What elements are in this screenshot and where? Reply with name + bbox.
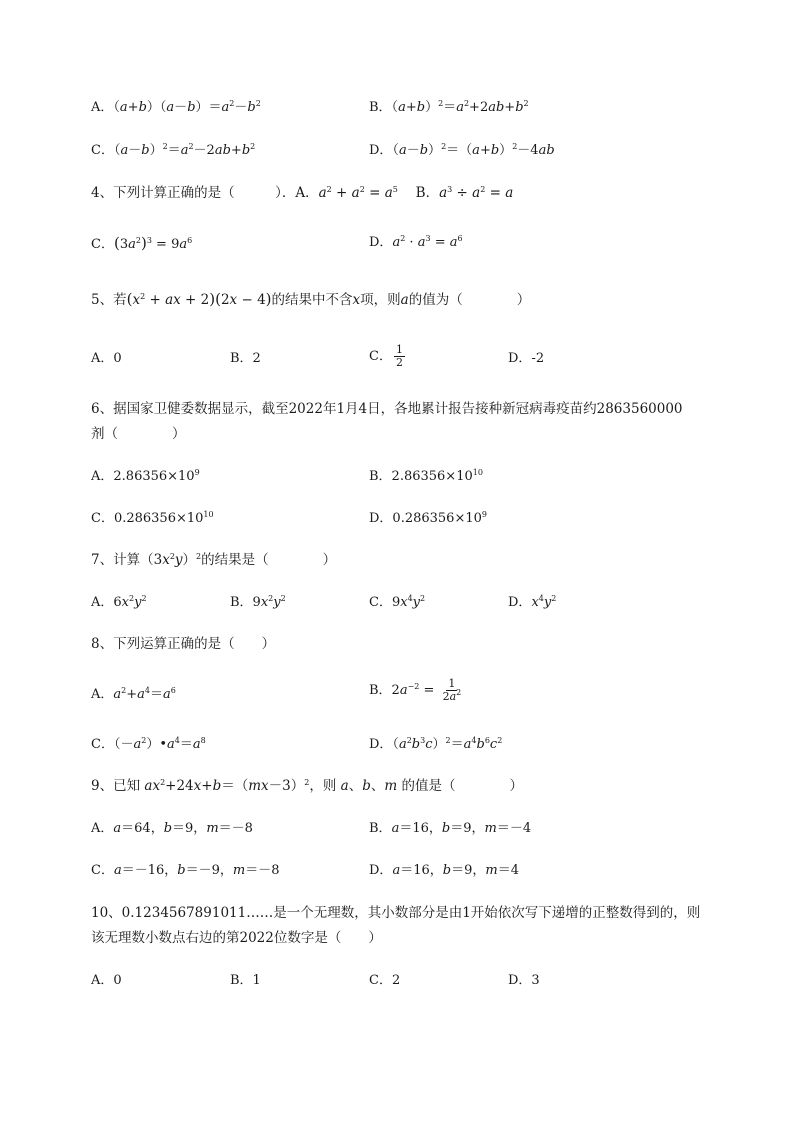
- q10-stem-line1: 10、0.1234567891011……是一个无理数，其小数部分是由1开始依次写下递增的正整数得到的，则: [91, 905, 701, 921]
- q8-option-a: A．$a^2+a^4=a^6$: [91, 686, 176, 702]
- q6-option-b: B．$2.86356\times 10^{10}$: [369, 468, 483, 484]
- q3-option-a: A．$(a+b)(a-b)=a^2-b^2$: [91, 99, 261, 115]
- q3-option-d: D．$(a-b)^2=(a+b)^2-4ab$: [369, 142, 555, 158]
- fraction-one-over-2a-squared: $\frac{1}{2a^2}$: [442, 677, 462, 703]
- q7-stem: 7、计算$(3x^2y)^2$的结果是（ ）: [91, 552, 337, 568]
- q5-option-b: B．2: [230, 351, 261, 366]
- q4-stem: 4、下列计算正确的是（ ）．A．$a^2 + a^2 = a^5$ B．$a^3 \div a^2 = a$: [91, 185, 514, 201]
- q7-option-a: A．$6x^2y^2$: [91, 594, 147, 610]
- q4-option-d: D．$a^2 \cdot a^3 = a^6$: [369, 234, 463, 250]
- q5-option-c: C． $\frac{1}{2}$: [369, 343, 403, 369]
- q8-option-c: C．$(-a^2)•a^4=a^8$: [91, 736, 206, 752]
- q3-option-c: C．$(a-b)^2=a^2-2ab+b^2$: [91, 142, 256, 158]
- q9-option-b: B．a＝16，b＝9，m＝－4: [369, 821, 532, 836]
- fraction-one-half: $\frac{1}{2}$: [395, 343, 403, 369]
- q10-stem-line2: 该无理数小数点右边的第2022位数字是（ ）: [91, 930, 382, 946]
- q3-option-b: B．$(a+b)^2=a^2+2ab+b^2$: [369, 99, 529, 115]
- q5-option-d: D．-2: [508, 351, 545, 366]
- q7-option-d: D．$x^4y^2$: [508, 594, 557, 610]
- q9-option-c: C．a＝－16，b＝－9，m＝－8: [91, 863, 280, 878]
- q10-option-b: B．1: [230, 973, 261, 988]
- q10-option-c: C．2: [369, 973, 401, 988]
- q9-option-d: D．a＝16，b＝9，m＝4: [369, 863, 519, 878]
- q6-option-d: D．$0.286356\times 10^9$: [369, 510, 487, 526]
- q6-stem-line2: 剂（ ）: [91, 426, 186, 442]
- q6-stem-line1: 6、据国家卫健委数据显示，截至2022年1月4日，各地累计报告接种新冠病毒疫苗约2863560000: [91, 401, 683, 417]
- q5-stem: 5、若($x^2$ + ax + 2)(2x − 4)的结果中不含x项，则a的值为（ ）: [91, 290, 531, 308]
- q8-option-d: D．$(a^2b^3c)^2=a^4b^6c^2$: [369, 736, 503, 752]
- q10-option-a: A．0: [91, 973, 122, 988]
- q10-option-d: D．3: [508, 973, 540, 988]
- q6-option-a: A．$2.86356\times 10^9$: [91, 468, 200, 484]
- q7-option-b: B．$9x^2y^2$: [230, 594, 286, 610]
- q9-option-a: A．a＝64，b＝9，m＝－8: [91, 821, 253, 836]
- q8-stem: 8、下列运算正确的是（ ）: [91, 636, 276, 652]
- q4-option-c: C．$(3a^2)^3 = 9a^6$: [91, 234, 193, 252]
- q6-option-c: C．$0.286356\times 10^{10}$: [91, 510, 214, 526]
- q7-option-c: C．$9x^4y^2$: [369, 594, 426, 610]
- q8-option-b: B．$2a^{-2}$ = $\frac{1}{2a^2}$: [369, 677, 462, 703]
- q5-option-a: A．0: [91, 351, 122, 366]
- q9-stem: 9、已知 $ax^2+24x+b=(mx-3)^2$，则 a、b、m 的值是（ ）: [91, 778, 523, 794]
